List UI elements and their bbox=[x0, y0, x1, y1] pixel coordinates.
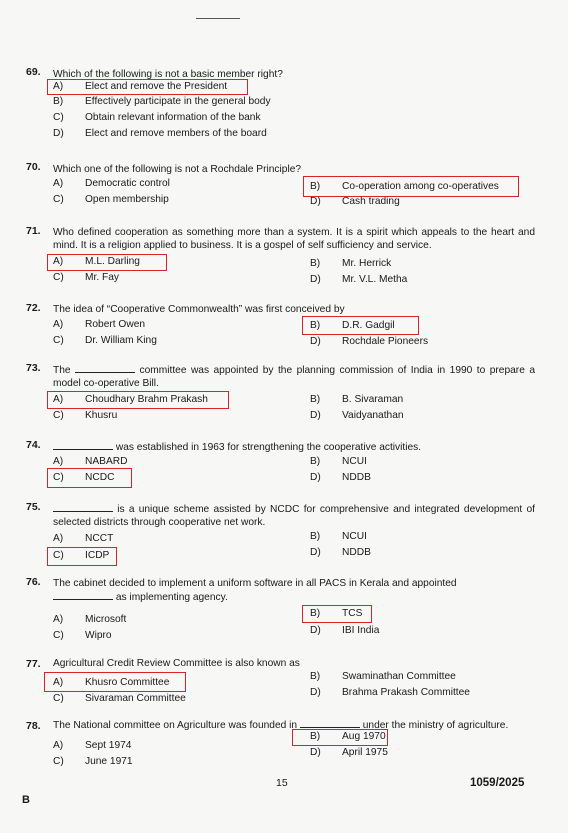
option-b: B) Mr. Herrick bbox=[310, 258, 392, 269]
answer-highlight-box bbox=[47, 79, 248, 95]
question-number: 74. bbox=[26, 439, 41, 451]
option-a: A) Democratic control bbox=[53, 178, 170, 189]
option-d: D) Mr. V.L. Metha bbox=[310, 274, 408, 285]
option-c: C) June 1971 bbox=[53, 756, 133, 767]
option-a: A) Robert Owen bbox=[53, 319, 146, 330]
option-c: C) NCDC bbox=[53, 472, 115, 483]
question-stem: Agricultural Credit Review Committee is also known as bbox=[53, 658, 300, 669]
option-c: C) Open membership bbox=[53, 194, 169, 205]
question-number: 70. bbox=[26, 161, 41, 173]
option-b: B) B. Sivaraman bbox=[310, 394, 404, 405]
option-a: A) Khusro Committee bbox=[53, 677, 170, 688]
option-b: B) NCUI bbox=[310, 456, 367, 467]
answer-highlight-box bbox=[47, 468, 132, 488]
option-c: C) Dr. William King bbox=[53, 335, 157, 346]
answer-highlight-box bbox=[292, 729, 388, 746]
fill-in-blank bbox=[53, 590, 113, 600]
question-number: 73. bbox=[26, 362, 41, 374]
option-c: C) Sivaraman Committee bbox=[53, 693, 186, 704]
option-b: B) Co-operation among co-operatives bbox=[310, 181, 499, 192]
question-stem: The National committee on Agriculture was founded in under the ministry of agriculture. bbox=[53, 720, 509, 731]
option-b: B) TCS bbox=[310, 608, 363, 619]
question-stem: Who defined cooperation as something more than a system. It is a spirit which appeals to the heart and mind. It is a religion applied to business. It is a gospel of self sufficiency and service. bbox=[53, 227, 535, 251]
question-stem: Which one of the following is not a Rochdale Principle? bbox=[53, 164, 302, 175]
option-d: D) NDDB bbox=[310, 547, 371, 558]
question-stem: The cabinet decided to implement a uniform software in all PACS in Kerala and appointed as implementing agency. bbox=[53, 578, 457, 603]
option-a: A) NABARD bbox=[53, 456, 128, 467]
booklet-series: B bbox=[22, 794, 30, 806]
option-d: D) April 1975 bbox=[310, 747, 388, 758]
option-b: B) NCUI bbox=[310, 531, 367, 542]
question-stem: Which of the following is not a basic member right? bbox=[53, 69, 283, 80]
option-a: A) Choudhary Brahm Prakash bbox=[53, 394, 208, 405]
question-stem: is a unique scheme assisted by NCDC for comprehensive and integrated development of selected districts through cooperative net work. bbox=[53, 504, 535, 528]
option-d: D) IBI India bbox=[310, 625, 380, 636]
option-a: A) Elect and remove the President bbox=[53, 81, 228, 92]
option-d: D) NDDB bbox=[310, 472, 371, 483]
option-c: C) Mr. Fay bbox=[53, 272, 119, 283]
answer-highlight-box bbox=[47, 254, 167, 271]
question-number: 77. bbox=[26, 658, 41, 670]
question-number: 75. bbox=[26, 501, 41, 513]
option-b: B) D.R. Gadgil bbox=[310, 320, 395, 331]
option-c: C) Obtain relevant information of the bank bbox=[53, 112, 261, 123]
option-c: C) Khusru bbox=[53, 410, 118, 421]
question-stem: The idea of “Cooperative Commonwealth” was first conceived by bbox=[53, 304, 345, 315]
option-a: A) M.L. Darling bbox=[53, 256, 140, 267]
option-d: D) Elect and remove members of the board bbox=[53, 128, 267, 139]
question-number: 78. bbox=[26, 720, 41, 732]
option-d: D) Cash trading bbox=[310, 196, 400, 207]
question-number: 76. bbox=[26, 576, 41, 588]
fill-in-blank bbox=[53, 502, 113, 512]
question-stem: The committee was appointed by the planning commission of India in 1990 to prepare a model co-operative Bill. bbox=[53, 365, 535, 389]
question-number: 71. bbox=[26, 225, 41, 237]
question-number: 69. bbox=[26, 66, 41, 78]
option-a: A) NCCT bbox=[53, 533, 114, 544]
fill-in-blank bbox=[300, 718, 360, 728]
answer-highlight-box bbox=[44, 672, 186, 692]
answer-highlight-box bbox=[302, 316, 419, 335]
question-stem: was established in 1963 for strengthening the cooperative activities. bbox=[53, 440, 535, 454]
option-a: A) Sept 1974 bbox=[53, 740, 132, 751]
option-d: D) Brahma Prakash Committee bbox=[310, 687, 470, 698]
fill-in-blank bbox=[53, 440, 113, 450]
option-b: B) Swaminathan Committee bbox=[310, 671, 456, 682]
option-c: C) Wipro bbox=[53, 630, 112, 641]
option-d: D) Rochdale Pioneers bbox=[310, 336, 429, 347]
page-number: 15 bbox=[276, 777, 288, 789]
answer-highlight-box bbox=[47, 547, 117, 566]
option-c: C) ICDP bbox=[53, 550, 110, 561]
question-number: 72. bbox=[26, 302, 41, 314]
option-b: B) Aug 1970 bbox=[310, 731, 386, 742]
paper-code: 1059/2025 bbox=[470, 777, 525, 789]
option-d: D) Vaidyanathan bbox=[310, 410, 404, 421]
option-b: B) Effectively participate in the general body bbox=[53, 96, 271, 107]
answer-highlight-box bbox=[302, 605, 372, 623]
option-a: A) Microsoft bbox=[53, 614, 127, 625]
answer-highlight-box bbox=[303, 176, 519, 197]
top-rule bbox=[196, 18, 240, 19]
fill-in-blank bbox=[75, 363, 135, 373]
answer-highlight-box bbox=[47, 391, 229, 409]
